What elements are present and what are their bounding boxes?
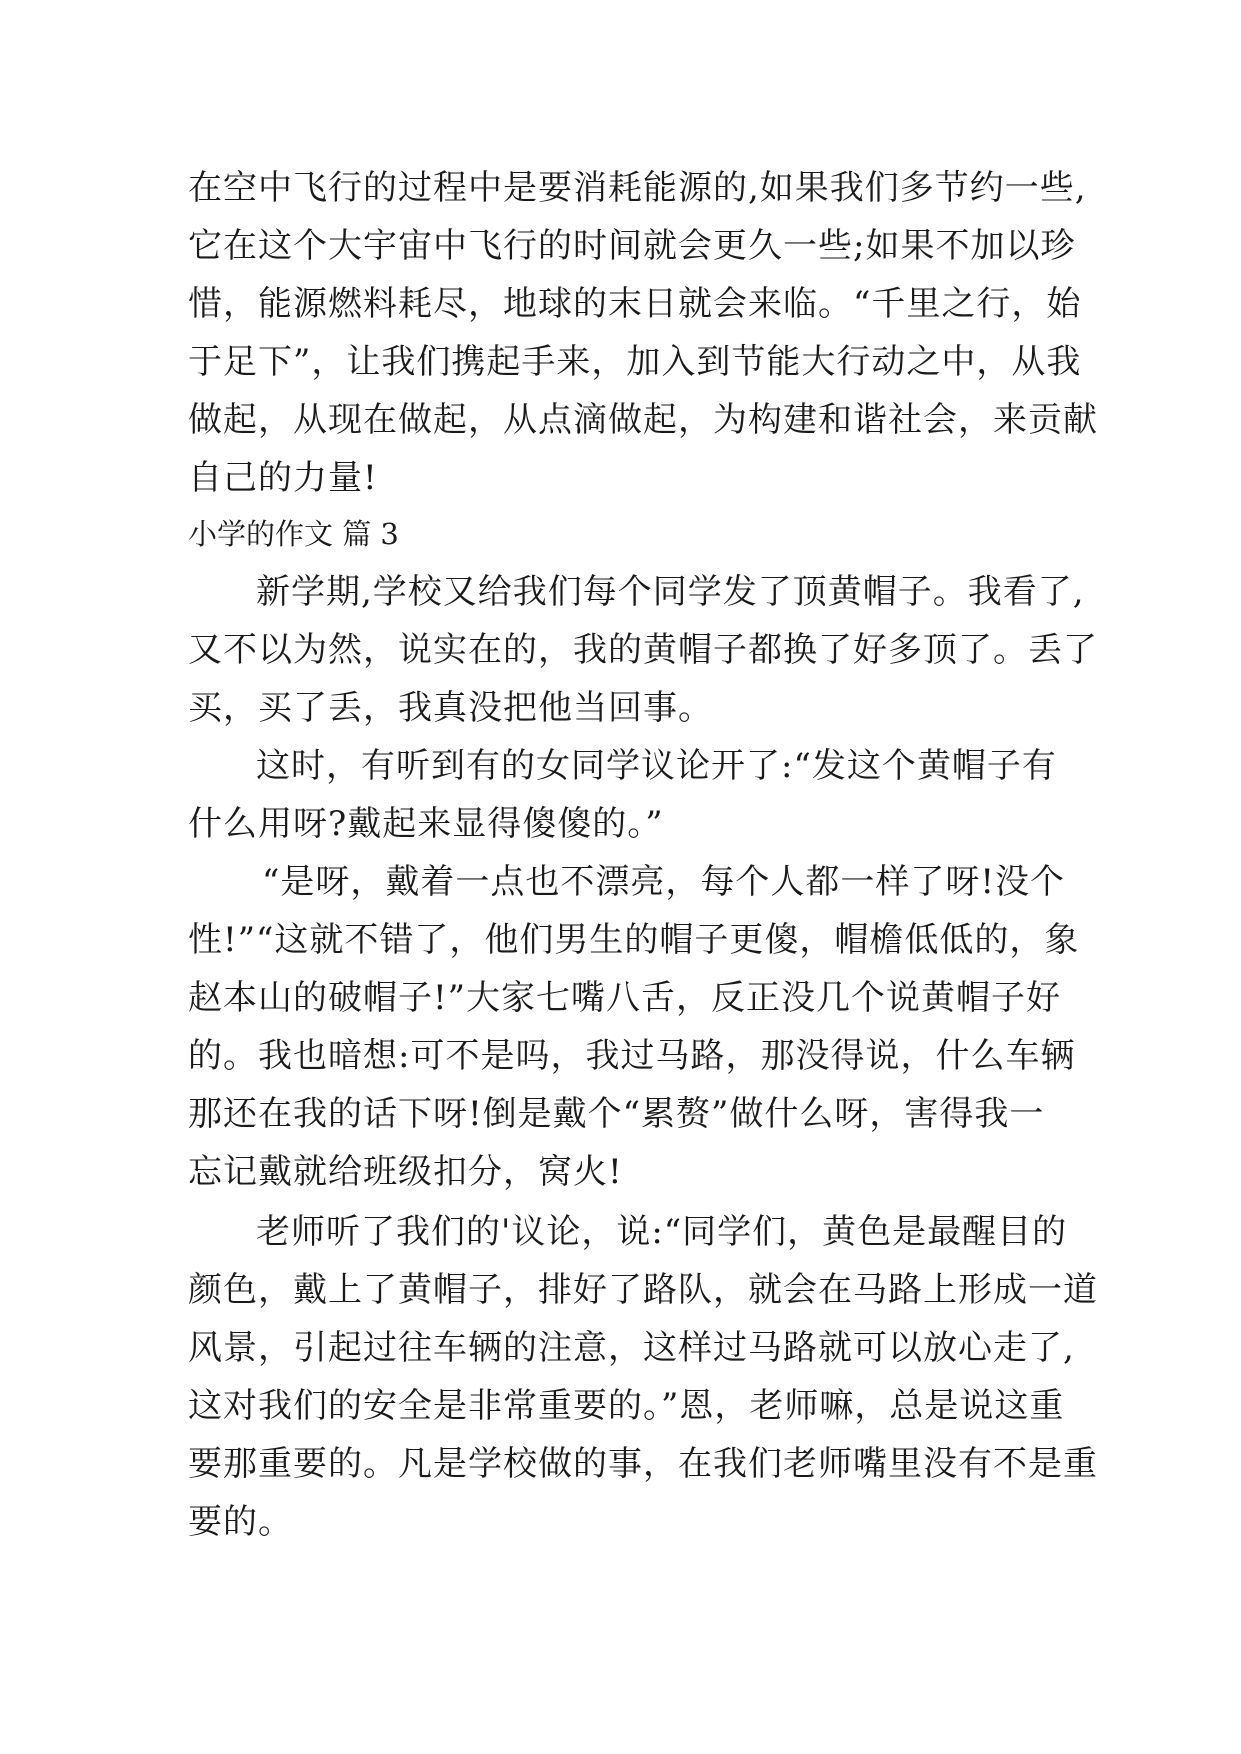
text-line: 自己的力量! [188,458,378,498]
text-line: 老师听了我们的'议论，说:“同学们，黄色是最醒目的 [256,1212,1068,1252]
text-line: 新学期,学校又给我们每个同学发了顶黄帽子。我看了, [256,572,1085,612]
text-line: 什么用呀?戴起来显得傻傻的。” [188,804,664,844]
text-line: 赵本山的破帽子!”大家七嘴八舌，反正没几个说黄帽子好 [188,978,1062,1018]
text-line: 忘记戴就给班级扣分，窝火! [188,1152,623,1192]
text-line: 惜，能源燃料耗尽，地球的末日就会来临。“千里之行，始 [188,284,1082,324]
text-line: 那还在我的话下呀!倒是戴个“累赘”做什么呀，害得我一 [188,1094,1045,1134]
text-line: 于足下”，让我们携起手来，加入到节能大行动之中，从我 [188,342,1082,382]
text-line: 又不以为然，说实在的，我的黄帽子都换了好多顶了。丢了 [188,630,1098,670]
text-line: 在空中飞行的过程中是要消耗能源的,如果我们多节约一些, [188,168,1087,208]
text-line: “是呀，戴着一点也不漂亮，每个人都一样了呀!没个 [262,862,1066,902]
text-line: 这时，有听到有的女同学议论开了:“发这个黄帽子有 [256,746,1057,786]
text-line: 它在这个大宇宙中飞行的时间就会更久一些;如果不加以珍 [188,226,1076,266]
text-line: 买，买了丢，我真没把他当回事。 [188,688,713,728]
text-line: 这对我们的安全是非常重要的。”恩，老师嘛，总是说这重 [188,1386,1065,1426]
section-title: 小学的作文 篇 3 [188,517,399,551]
text-line: 颜色，戴上了黄帽子，排好了路队，就会在马路上形成一道 [188,1270,1098,1310]
text-line: 要那重要的。凡是学校做的事，在我们老师嘴里没有不是重 [188,1444,1098,1484]
text-line: 的。我也暗想:可不是吗，我过马路，那没得说，什么车辆 [188,1036,1076,1076]
text-line: 做起，从现在做起，从点滴做起，为构建和谐社会，来贡献 [188,400,1098,440]
text-line: 风景，引起过往车辆的注意，这样过马路就可以放心走了, [188,1328,1075,1368]
text-line: 性!”“这就不错了，他们男生的帽子更傻，帽檐低低的，象 [188,920,1080,960]
text-line: 要的。 [188,1502,293,1542]
